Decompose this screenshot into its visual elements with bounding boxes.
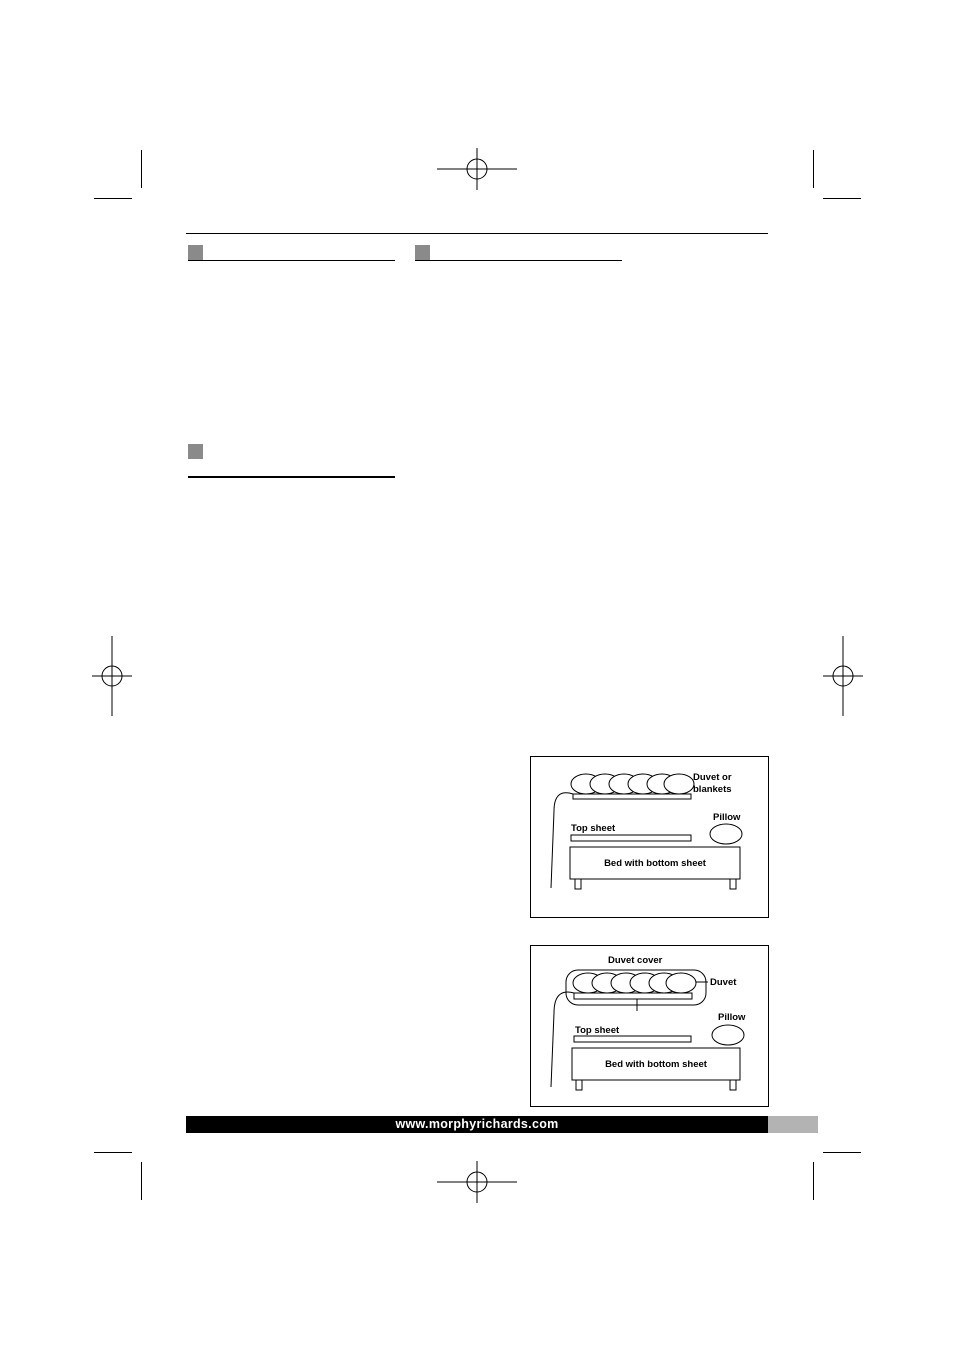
- footer-bar: [186, 1116, 768, 1133]
- top-sheet-bar: [574, 1036, 691, 1042]
- duvet-shape: [571, 774, 694, 794]
- inner-layer: [574, 993, 692, 999]
- figure-bed-layers: [530, 756, 769, 918]
- registration-mark-left: [92, 636, 132, 716]
- registration-mark-top: [437, 148, 517, 190]
- label-pillow: Pillow: [718, 1012, 746, 1023]
- footer-page-tab: [768, 1116, 818, 1133]
- bed-leg-left: [575, 879, 581, 889]
- label-duvet-cover: Duvet cover: [608, 955, 663, 966]
- blanket-layer: [573, 794, 691, 799]
- header-rule: [186, 233, 768, 234]
- pillow-shape: [710, 824, 742, 844]
- label-duvet: Duvet: [710, 977, 737, 988]
- label-bed: Bed with bottom sheet: [604, 858, 706, 869]
- label-bed: Bed with bottom sheet: [605, 1059, 707, 1070]
- registration-mark-bottom: [437, 1161, 517, 1203]
- pillow-shape: [712, 1025, 744, 1045]
- bed-leg-right: [730, 879, 736, 889]
- bed-leg-right: [730, 1080, 736, 1090]
- label-blankets: blankets: [693, 784, 732, 795]
- figure-duvet-cover: [530, 945, 769, 1107]
- registration-mark-right: [823, 636, 863, 716]
- duvet-shape: [573, 973, 696, 993]
- label-top-sheet: Top sheet: [571, 823, 616, 834]
- label-top-sheet: Top sheet: [575, 1025, 620, 1036]
- top-sheet-bar: [571, 835, 691, 841]
- label-pillow: Pillow: [713, 812, 741, 823]
- footer-url[interactable]: www.morphyrichards.com: [395, 1117, 559, 1131]
- bed-leg-left: [576, 1080, 582, 1090]
- label-duvet-or: Duvet or: [693, 772, 732, 783]
